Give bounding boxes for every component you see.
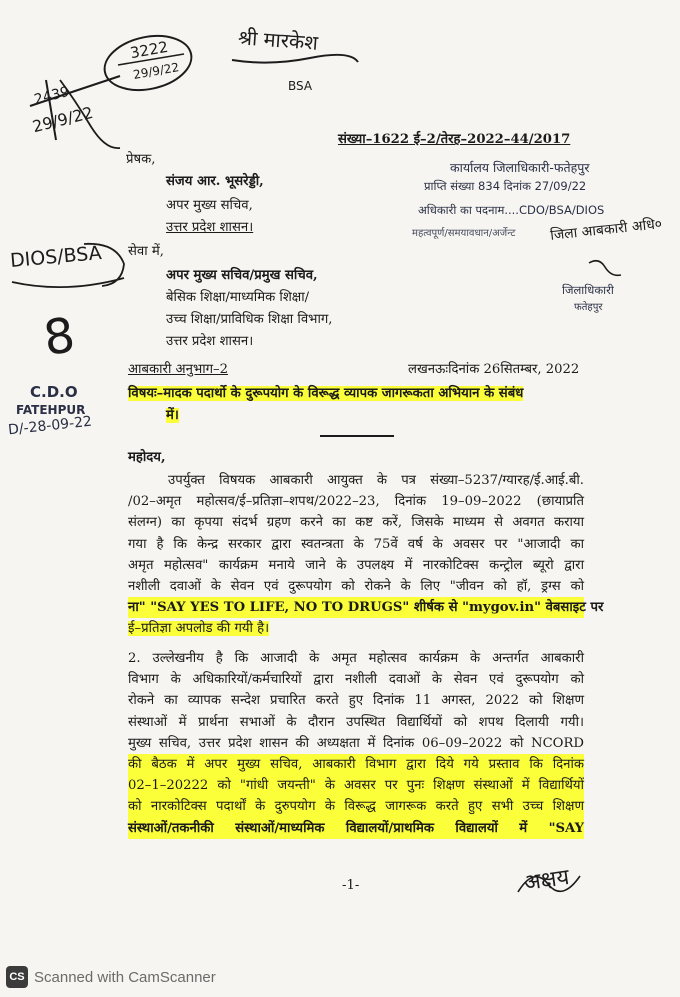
stamp-scribble xyxy=(585,255,625,285)
stamp-dm-line1: जिलाधिकारी xyxy=(562,283,614,297)
para2-line: रोकने का व्यापक सन्देश प्रचारित करते हुए दिनांक 11 अगस्त, 2022 को शिक्षण xyxy=(128,693,584,709)
dios-bsa-circle xyxy=(6,238,131,300)
page-number: -1- xyxy=(342,878,360,893)
sender-name: संजय आर. भूसरेड्डी, xyxy=(166,174,264,189)
sender-label: प्रेषक, xyxy=(126,152,156,167)
circled-number-top: 3222 xyxy=(128,37,170,63)
stamp-important: महत्वपूर्ण/समयावधान/अर्जेन्ट xyxy=(412,228,516,239)
place-date: लखनऊःदिनांक 26सितम्बर, 2022 xyxy=(408,362,580,377)
para2-line: विभाग के अधिकारियों/कर्मचारियों द्वारा नशीली दवाओं के सेवन एवं दुरूपयोग को xyxy=(128,672,584,688)
paragraph-2 xyxy=(128,648,584,839)
subject-line2-text: में। xyxy=(166,408,179,423)
para2-line: 2. उल्लेखनीय है कि आजादी के अमृत महोत्सव कार्यक्रम के अन्तर्गत आबकारी xyxy=(128,651,584,666)
cdo-mark: C.D.O xyxy=(30,383,78,401)
subject-line1 xyxy=(128,386,523,402)
subject-rule xyxy=(320,435,394,437)
para1-last-text: ई–प्रतिज्ञा अपलोड की गयी है। xyxy=(128,621,270,637)
subject-line2 xyxy=(166,408,179,424)
para2-line-highlight: 02–1–20222 को "गांधी जयन्ती" के अवसर पर पुनः शिक्षण संस्थाओं में विद्यार्थियों xyxy=(128,775,584,796)
para2-line-highlight: संस्थाओं/तकनीकी संस्थाओं/माध्यमिक विद्यालयों/प्राथमिक विद्यालयों में "SAY xyxy=(128,818,584,839)
letter-reference: संख्या–1622 ई–2/तेरह–2022–44/2017 xyxy=(338,132,571,147)
para1-line: गया है कि केन्द्र सरकार द्वारा स्वतन्त्रता के 75वें वर्ष के अवसर पर "आजादी का xyxy=(128,536,584,552)
top-signature: श्री मारकेश xyxy=(237,25,319,55)
para2-line-highlight: को नारकोटिक्स पदार्थों के दुरुपयोग के विरूद्ध जागरूक करते हुए सभी उच्च शिक्षण xyxy=(128,796,584,817)
sender-designation: अपर मुख्य सचिव, xyxy=(166,198,253,213)
cdo-date: D/-28-09-22 xyxy=(7,413,93,439)
para1-line: संलग्न) का कृपया संदर्भ ग्रहण करने का कष्ट करें, जिसके माध्यम से अवगत कराया xyxy=(128,515,584,531)
para2-line: मुख्य सचिव, उत्तर प्रदेश शासन की अध्यक्षता में दिनांक 06–09–2022 को NCORD xyxy=(128,735,584,751)
para2-line: संस्थाओं में प्रार्थना सभाओं के दौरान उपस्थित विद्यार्थियों को शपथ दिलायी गयी। xyxy=(128,714,584,730)
bsa-mark: BSA xyxy=(288,79,313,93)
left-date: 29/9/22 xyxy=(30,102,95,137)
cdo-fatehpur: FATEHPUR xyxy=(16,403,86,417)
bottom-signature: अक्षय xyxy=(522,864,571,897)
salutation: महोदय, xyxy=(128,450,166,465)
para2-line-highlight: की बैठक में अपर मुख्य सचिव, आबकारी विभाग द्वारा दिये गये प्रस्ताव कि दिनांक xyxy=(128,754,584,775)
bottom-signature-stroke xyxy=(514,862,584,902)
para1-line: अमृत महोत्सव" कार्यक्रम मनाये जाने के उपलक्ष्य में नारकोटिक्स कन्ट्रोल ब्यूरो द्वारा xyxy=(128,557,584,573)
paragraph-1 xyxy=(128,470,604,640)
camscanner-footer xyxy=(0,956,680,997)
dios-bsa-note: DIOS/BSA xyxy=(9,242,103,272)
para1-line-highlight xyxy=(128,618,584,639)
para1-line-highlight: ना" "SAY YES TO LIFE, NO TO DRUGS" शीर्षक से "mygov.in" वेबसाइट पर xyxy=(128,597,584,618)
camscanner-text: Scanned with CamScanner xyxy=(34,969,216,986)
stamp-handwritten-district: जिला आबकारी अधि० xyxy=(549,216,663,244)
circled-number-bottom: 29/9/22 xyxy=(132,60,181,82)
recipient-line1: अपर मुख्य सचिव/प्रमुख सचिव, xyxy=(166,268,318,283)
recipient-line3: उच्च शिक्षा/प्राविधिक शिक्षा विभाग, xyxy=(166,312,333,327)
para1-line: /02–अमृत महोत्सव/ई–प्रतिज्ञा–शपथ/2022–23, दिनांक 19–09–2022 (छायाप्रति xyxy=(128,494,584,510)
to-label: सेवा में, xyxy=(128,244,164,259)
camscanner-logo: CS xyxy=(6,966,28,988)
margin-mark: 8 xyxy=(40,307,79,367)
subject-line1-text: विषयः–मादक पदार्थो के दुरूपयोग के विरूद्ध व्यापक जागरूकता अभियान के संबंध xyxy=(128,386,524,401)
stamp-dm-line2: फतेहपुर xyxy=(574,302,603,313)
recipient-line2: बेसिक शिक्षा/माध्यमिक शिक्षा/ xyxy=(166,290,310,305)
recipient-line4: उत्तर प्रदेश शासन। xyxy=(166,334,254,349)
stamp-office: कार्यालय जिलाधिकारी-फतेहपुर xyxy=(450,160,590,175)
stamp-officer: अधिकारी का पदनाम....CDO/BSA/DIOS xyxy=(418,203,605,217)
section: आबकारी अनुभाग–2 xyxy=(128,362,229,377)
para1-line: उपर्युक्त विषयक आबकारी आयुक्त के पत्र संख्या–5237/ग्यारह/ई.आई.बी. xyxy=(168,473,584,488)
sender-govt: उत्तर प्रदेश शासन। xyxy=(166,220,254,235)
left-number: 2439 xyxy=(32,83,72,109)
para1-line: नशीली दवाओं के सेवन एवं दुरूपयोग को रोकने के लिए "जीवन को हॉ, ड्रग्स को xyxy=(128,579,584,595)
top-signature-underline xyxy=(230,50,360,70)
stamp-receipt: प्राप्ति संख्या 834 दिनांक 27/09/22 xyxy=(424,179,587,193)
